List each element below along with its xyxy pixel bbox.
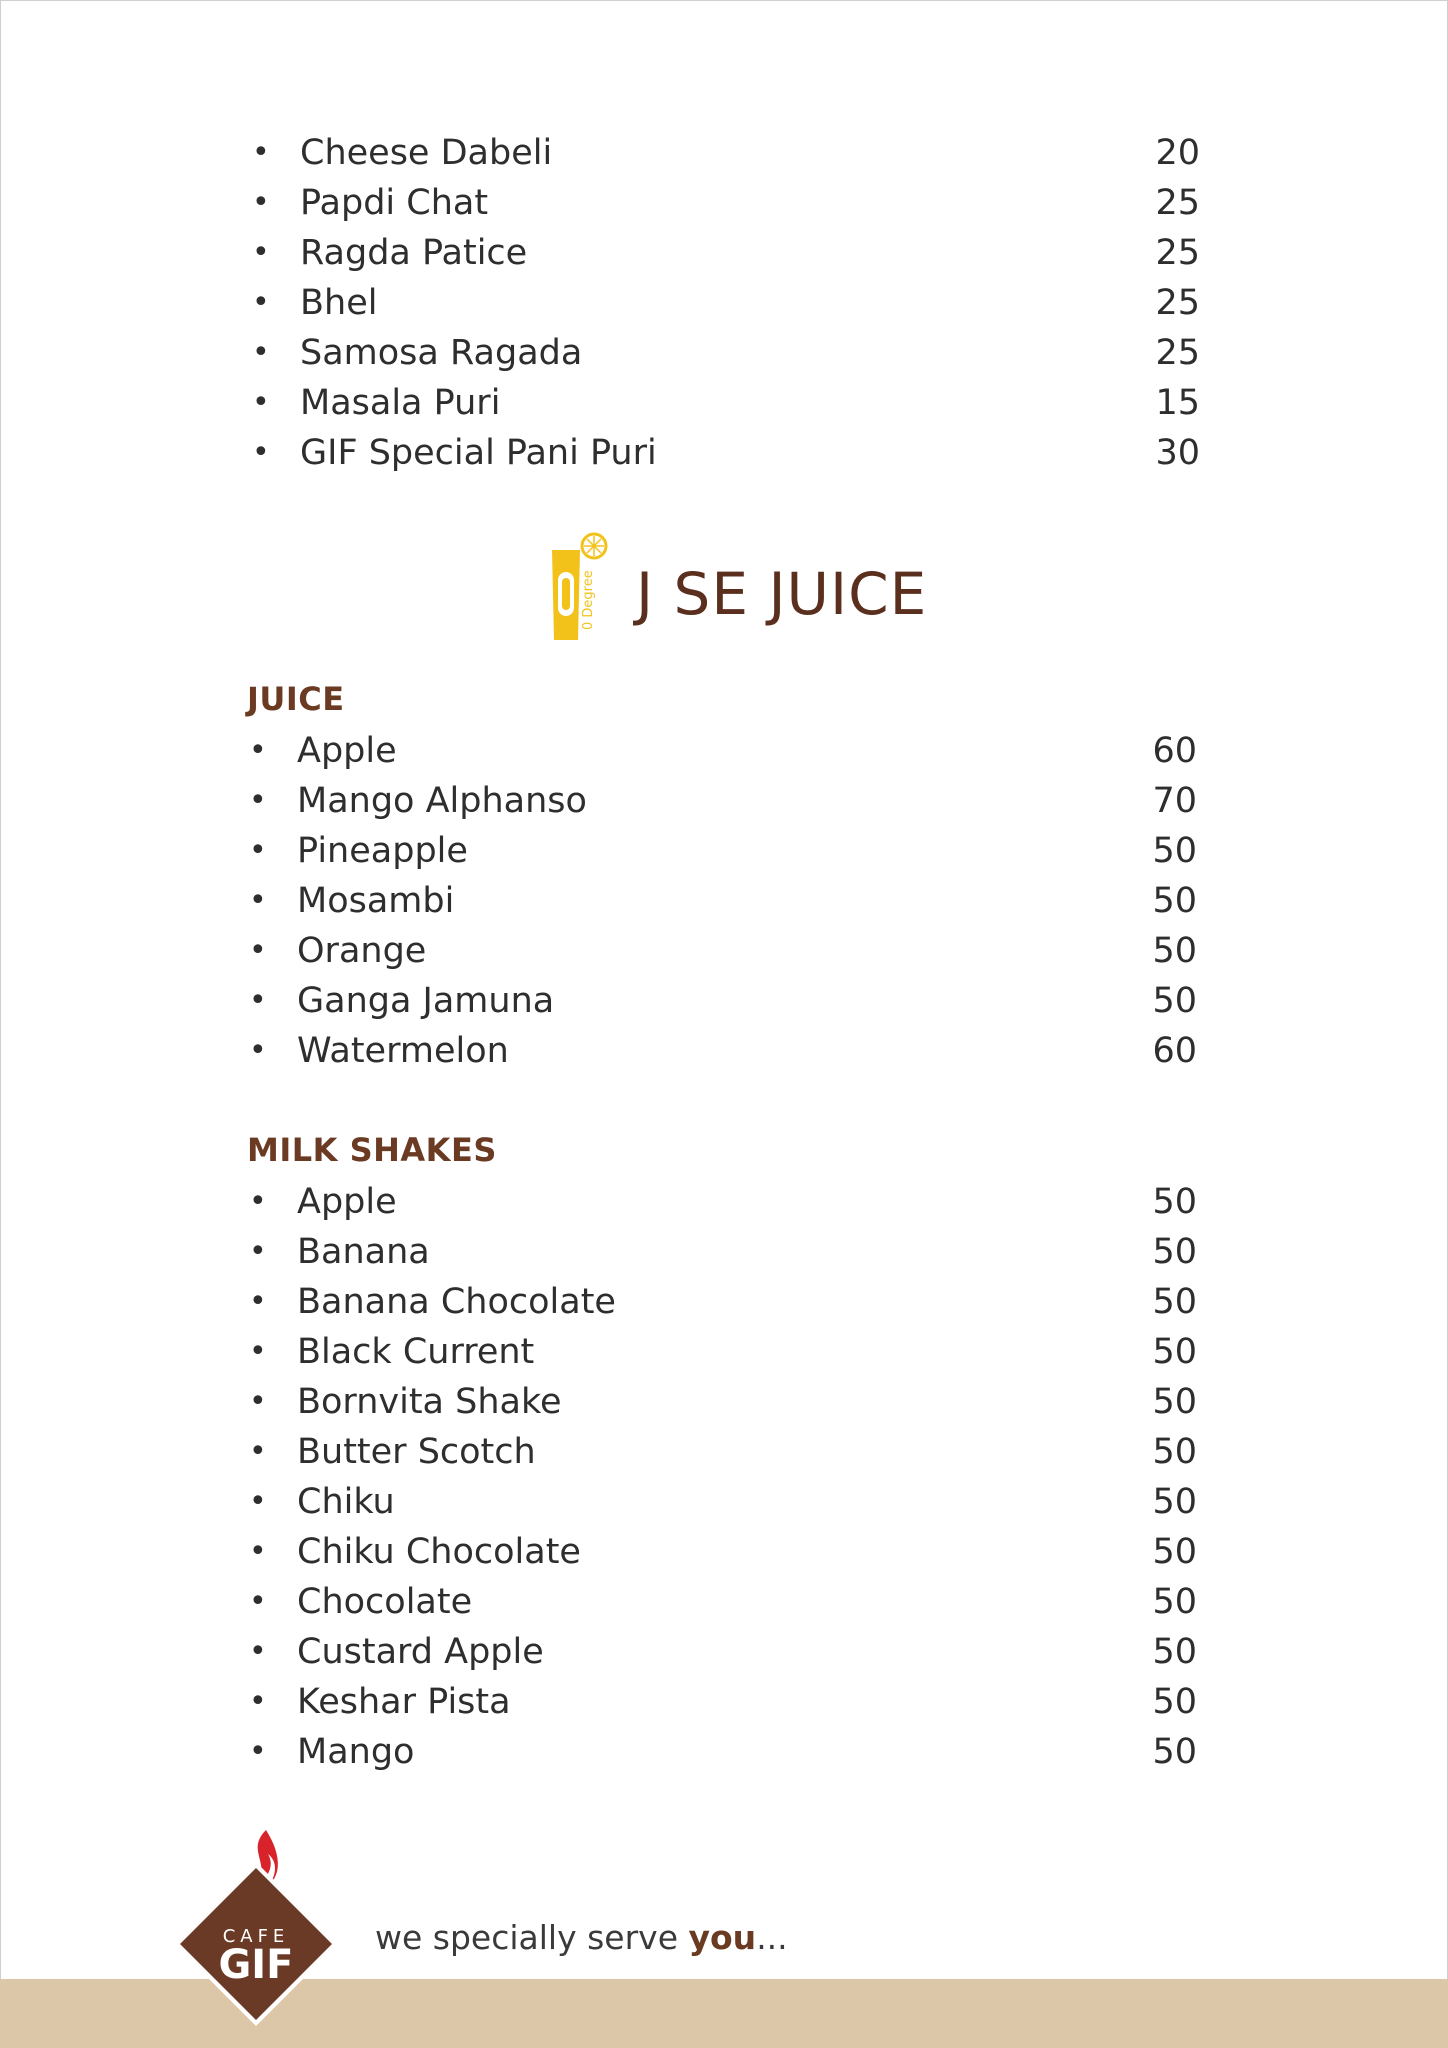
svg-text:CAFE: CAFE [222, 1926, 290, 1947]
list-item [249, 1677, 1197, 1727]
item-price: 15 [1155, 383, 1200, 423]
item-name: Mango [297, 1732, 415, 1772]
list-item [249, 1177, 1197, 1227]
list-item [249, 1277, 1197, 1327]
bullet-icon: • [252, 285, 270, 320]
list-item [252, 228, 1200, 278]
list-item [249, 826, 1197, 876]
list-item [252, 428, 1200, 478]
bullet-icon: • [249, 1684, 267, 1719]
item-price: 50 [1152, 981, 1197, 1021]
item-name: Black Current [297, 1332, 535, 1372]
item-price: 50 [1152, 1732, 1197, 1772]
item-name: Pineapple [297, 831, 468, 871]
list-item [249, 926, 1197, 976]
brand-title: J SE JUICE [636, 560, 928, 628]
tagline [375, 1918, 788, 1957]
svg-text:0 Degree: 0 Degree [581, 570, 596, 630]
bullet-icon: • [252, 435, 270, 470]
list-item [252, 178, 1200, 228]
item-price: 50 [1152, 1632, 1197, 1672]
list-item [252, 278, 1200, 328]
item-name: Apple [297, 731, 397, 771]
bullet-icon: • [249, 883, 267, 918]
list-item [252, 378, 1200, 428]
item-name: Chiku Chocolate [297, 1532, 581, 1572]
item-name: Ragda Patice [300, 233, 528, 273]
bullet-icon: • [249, 783, 267, 818]
bullet-icon: • [252, 185, 270, 220]
tagline-emphasis: you [688, 1918, 757, 1957]
list-item [249, 1577, 1197, 1627]
item-price: 50 [1152, 1582, 1197, 1622]
item-price: 50 [1152, 1332, 1197, 1372]
item-name: Orange [297, 931, 427, 971]
item-name: Keshar Pista [297, 1682, 511, 1722]
item-name: Custard Apple [297, 1632, 544, 1672]
item-price: 50 [1152, 1682, 1197, 1722]
item-name: Mosambi [297, 881, 455, 921]
item-name: Watermelon [297, 1031, 509, 1071]
list-item [249, 876, 1197, 926]
item-price: 50 [1152, 1282, 1197, 1322]
bullet-icon: • [249, 733, 267, 768]
bullet-icon: • [249, 1334, 267, 1369]
item-price: 60 [1152, 731, 1197, 771]
bullet-icon: • [249, 1033, 267, 1068]
section-heading-milk-shakes: MILK SHAKES [247, 1131, 497, 1169]
bullet-icon: • [252, 135, 270, 170]
juice-glass-icon [548, 530, 612, 642]
item-name: Samosa Ragada [300, 333, 583, 373]
list-item [249, 1477, 1197, 1527]
list-item [249, 1026, 1197, 1076]
item-price: 50 [1152, 1232, 1197, 1272]
item-price: 25 [1155, 333, 1200, 373]
item-price: 70 [1152, 781, 1197, 821]
section-heading-juice: JUICE [247, 680, 345, 718]
tagline-suffix: ... [756, 1918, 788, 1957]
bullet-icon: • [249, 983, 267, 1018]
bullet-icon: • [249, 933, 267, 968]
item-name: Mango Alphanso [297, 781, 587, 821]
item-price: 25 [1155, 283, 1200, 323]
bullet-icon: • [249, 833, 267, 868]
item-name: Chiku [297, 1482, 395, 1522]
item-price: 60 [1152, 1031, 1197, 1071]
bullet-icon: • [249, 1284, 267, 1319]
bullet-icon: • [249, 1634, 267, 1669]
item-name: GIF Special Pani Puri [300, 433, 657, 473]
list-item [249, 726, 1197, 776]
item-price: 50 [1152, 1482, 1197, 1522]
bullet-icon: • [252, 335, 270, 370]
bullet-icon: • [249, 1184, 267, 1219]
item-price: 50 [1152, 831, 1197, 871]
item-price: 50 [1152, 1382, 1197, 1422]
list-item [252, 128, 1200, 178]
item-price: 25 [1155, 183, 1200, 223]
item-price: 50 [1152, 881, 1197, 921]
item-price: 20 [1155, 133, 1200, 173]
list-item [249, 1727, 1197, 1777]
svg-text:GIF: GIF [218, 1942, 294, 1988]
item-name: Ganga Jamuna [297, 981, 555, 1021]
list-item [249, 976, 1197, 1026]
list-item [249, 1327, 1197, 1377]
item-price: 50 [1152, 1432, 1197, 1472]
list-item [249, 1377, 1197, 1427]
item-name: Bornvita Shake [297, 1382, 562, 1422]
bullet-icon: • [249, 1734, 267, 1769]
item-name: Apple [297, 1182, 397, 1222]
item-name: Butter Scotch [297, 1432, 536, 1472]
list-item [249, 1227, 1197, 1277]
tagline-prefix: we specially serve [375, 1918, 689, 1957]
cafe-gif-logo [172, 1828, 340, 2028]
item-price: 50 [1152, 931, 1197, 971]
bullet-icon: • [249, 1484, 267, 1519]
bullet-icon: • [252, 385, 270, 420]
list-item [249, 1427, 1197, 1477]
item-price: 50 [1152, 1182, 1197, 1222]
item-name: Banana [297, 1232, 430, 1272]
item-price: 25 [1155, 233, 1200, 273]
item-name: Bhel [300, 283, 378, 323]
list-item [249, 776, 1197, 826]
bullet-icon: • [249, 1384, 267, 1419]
list-item [249, 1627, 1197, 1677]
item-name: Masala Puri [300, 383, 501, 423]
bullet-icon: • [249, 1434, 267, 1469]
item-price: 30 [1155, 433, 1200, 473]
item-name: Banana Chocolate [297, 1282, 616, 1322]
item-price: 50 [1152, 1532, 1197, 1572]
item-name: Cheese Dabeli [300, 133, 553, 173]
item-name: Papdi Chat [300, 183, 489, 223]
bullet-icon: • [249, 1234, 267, 1269]
bullet-icon: • [249, 1534, 267, 1569]
bullet-icon: • [252, 235, 270, 270]
bullet-icon: • [249, 1584, 267, 1619]
item-name: Chocolate [297, 1582, 473, 1622]
list-item [252, 328, 1200, 378]
list-item [249, 1527, 1197, 1577]
